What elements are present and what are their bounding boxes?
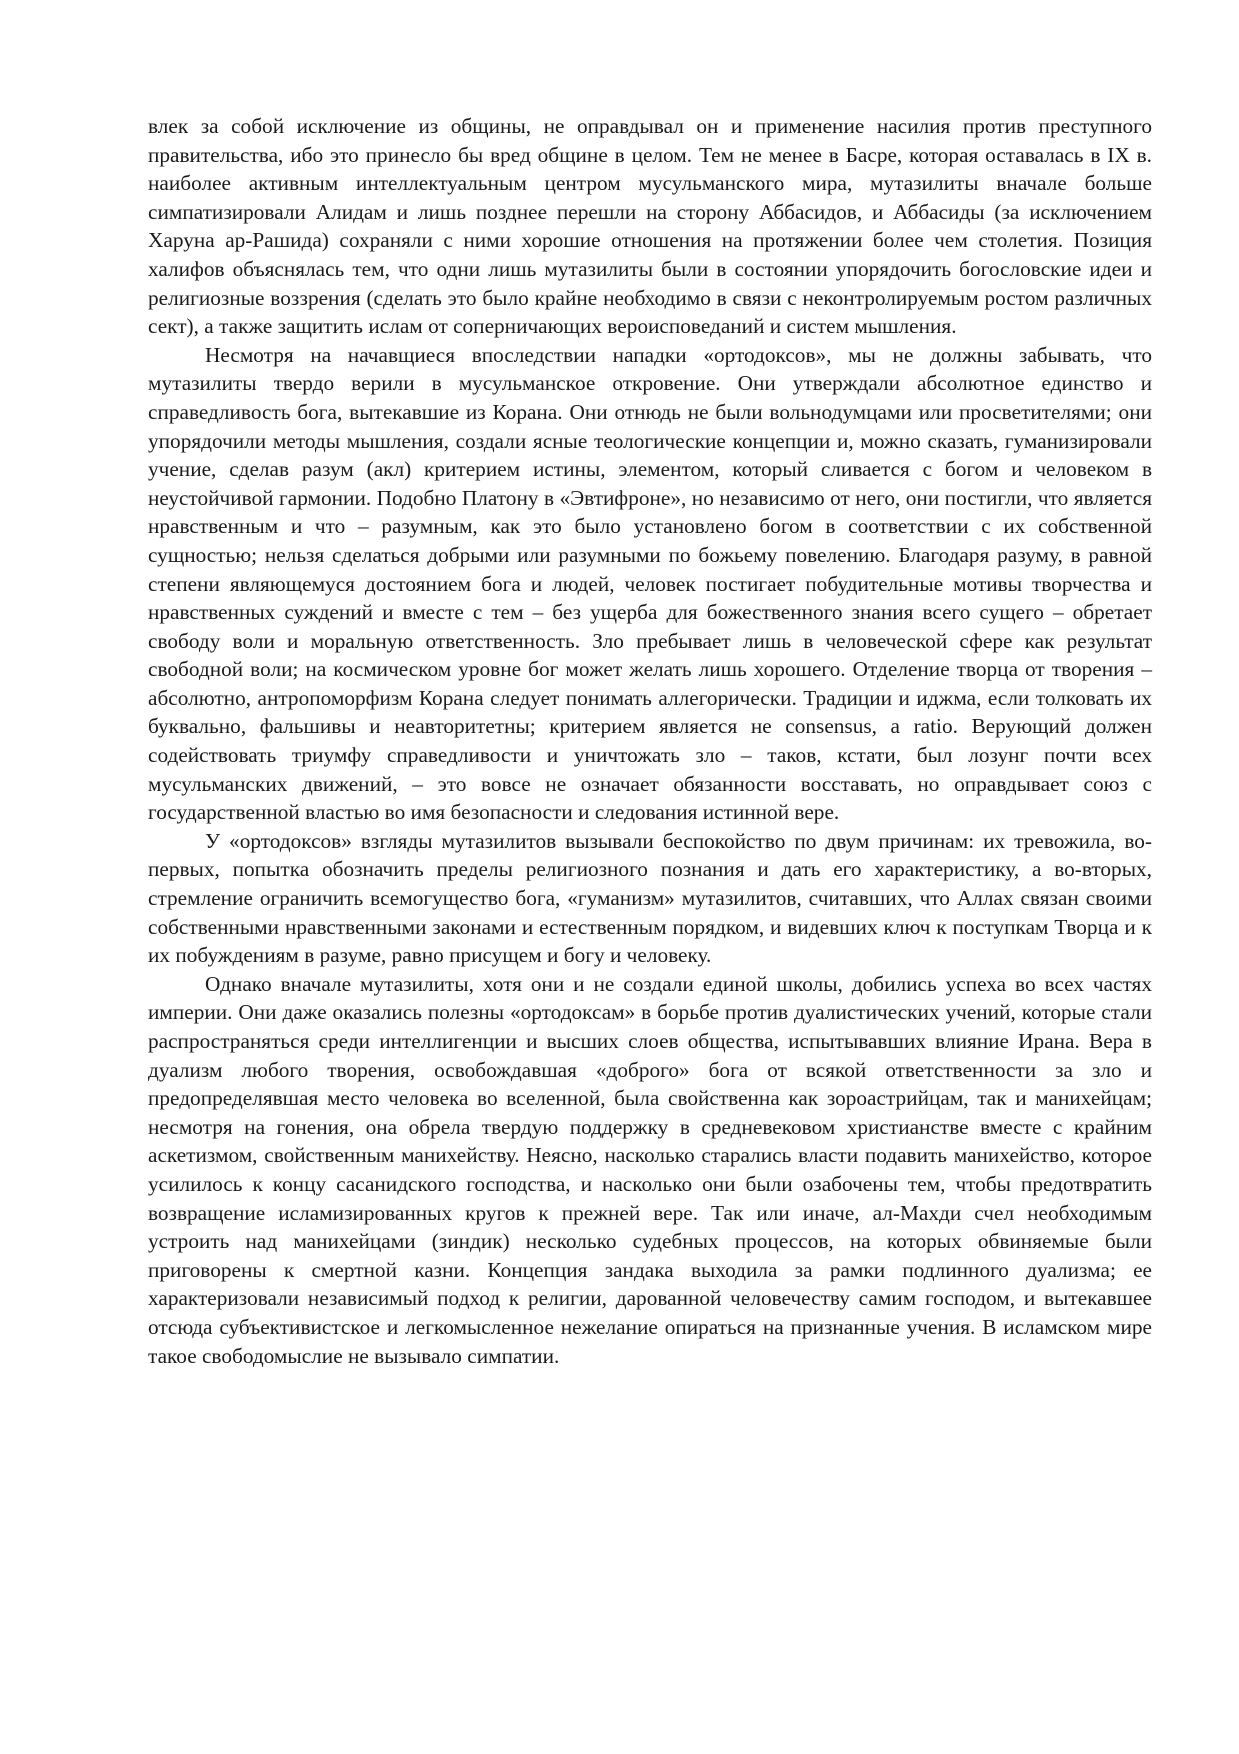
paragraph-4: Однако вначале мутазилиты, хотя они и не создали единой школы, добились успеха во всех частях империи. Они даже оказались полезны «ортодоксам» в борьбе против дуалистических учений, которые стали распространяться среди интеллигенции и высших слоев общества, испытывавших влияние Ирана. Вера в дуализм любого творения, освобождавшая «доброго» бога от всякой ответственности за зло и предопределявшая место человека во вселенной, была свойственна как зороастрийцам, так и манихейцам; несмотря на гонения, она обрела твердую поддержку в средневековом христианстве вместе с крайним аскетизмом, свойственным манихейству. Неясно, насколько старались власти подавить манихейство, которое усилилось к концу сасанидского господства, и насколько они были озабочены тем, чтобы предотвратить возвращение исламизированных кругов к прежней вере. Так или иначе, ал-Махди счел необходимым устроить над манихейцами (зиндик) несколько судебных процессов, на которых обвиняемые были приговорены к смертной казни. Концепция зандака выходила за рамки подлинного дуализма; ее характеризовали независимый подход к религии, дарованной человечеству самим господом, и вытекавшее отсюда субъективистское и легкомысленное нежелание опираться на признанные учения. В исламском мире такое свободомыслие не вызывало симпатии. bbox=[148, 971, 1152, 1368]
document-page bbox=[148, 112, 1152, 1370]
paragraph-1: влек за собой исключение из общины, не оправдывал он и применение насилия против преступного правительства, ибо это принесло бы вред общине в целом. Тем не менее в Басре, которая оставалась в IX в. наиболее активным интеллектуальным центром мусульманского мира, мутазилиты вначале больше симпатизировали Алидам и лишь позднее перешли на сторону Аббасидов, и Аббасиды (за исключением Харуна ар-Рашида) сохраняли с ними хорошие отношения на протяжении более чем столетия. Позиция халифов объяснялась тем, что одни лишь мутазилиты были в состоянии упорядочить богословские идеи и религиозные воззрения (сделать это было крайне необходимо в связи с неконтролируемым ростом различных сект), а также защитить ислам от соперничающих вероисповеданий и систем мышления. bbox=[148, 114, 1152, 339]
paragraph-3: У «ортодоксов» взгляды мутазилитов вызывали беспокойство по двум причинам: их тревожила, во-первых, попытка обозначить пределы религиозного познания и дать его характеристику, а во-вторых, стремление ограничить всемогущество бога, «гуманизм» мутазилитов, считавших, что Аллах связан своими собственными нравственными законами и естественным порядком, и видевших ключ к поступкам Творца и к их побуждениям в разуме, равно присущем и богу и человеку. bbox=[148, 828, 1152, 968]
paragraph-2: Несмотря на начавщиеся впоследствии нападки «ортодоксов», мы не должны забывать, что мутазилиты твердо верили в мусульманское откровение. Они утверждали абсолютное единство и справедливость бога, вытекавшие из Корана. Они отнюдь не были вольнодумцами или просветителями; они упорядочили методы мышления, создали ясные теологические концепции и, можно сказать, гуманизировали учение, сделав разум (акл) критерием истины, элементом, который сливается с богом и человеком в неустойчивой гармонии. Подобно Платону в «Эвтифроне», но независимо от него, они постигли, что является нравственным и что – разумным, как это было установлено богом в соответствии с их собственной сущностью; нельзя сделаться добрыми или разумными по божьему повелению. Благодаря разуму, в равной степени являющемуся достоянием бога и людей, человек постигает побудительные мотивы творчества и нравственных суждений и вместе с тем – без ущерба для божественного знания всего сущего – обретает свободу воли и моральную ответственность. Зло пребывает лишь в человеческой сфере как результат свободной воли; на космическом уровне бог может желать лишь хорошего. Отделение творца от творения – абсолютно, антропоморфизм Корана следует понимать аллегорически. Традиции и иджма, если толковать их буквально, фальшивы и неавторитетны; критерием является не consensus, a ratio. Верующий должен содействовать триумфу справедливости и уничтожать зло – таков, кстати, был лозунг почти всех мусульманских движений, – это вовсе не означает обязанности восставать, но оправдывает союз с государственной властью во имя безопасности и следования истинной вере. bbox=[148, 342, 1152, 825]
